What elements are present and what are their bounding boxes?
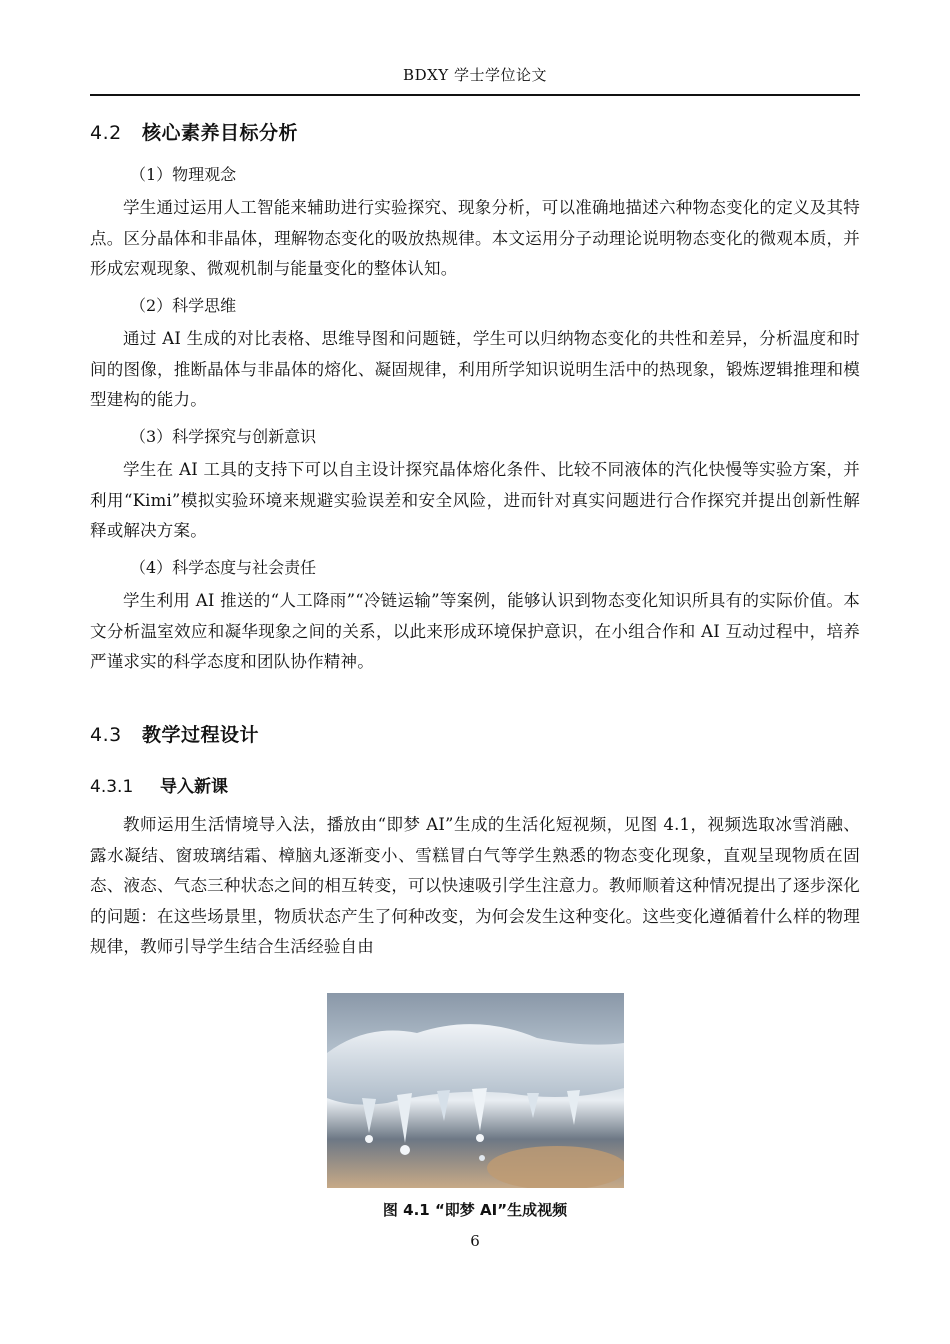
paragraph-scientific-inquiry: 学生在 AI 工具的支持下可以自主设计探究晶体熔化条件、比较不同液体的汽化快慢等实验方案，并利用“Kimi”模拟实验环境来规避实验误差和安全风险，进而针对真实问题进行合作探究并提出创新性解释或解决方案。 [90, 460, 860, 540]
section-title: 核心素养目标分析 [142, 122, 299, 144]
figure-caption: 图 4.1 “即梦 AI”生成视频 [382, 1201, 568, 1219]
section-heading-4-3 [90, 720, 259, 747]
icicles-illustration [327, 993, 624, 1188]
header-rule [90, 94, 860, 96]
figure-icicles-image [327, 993, 624, 1188]
subheading-scientific-attitude: （4）科学态度与社会责任 [130, 558, 317, 577]
paragraph-scientific-attitude: 学生利用 AI 推送的“人工降雨”“冷链运输”等案例，能够认识到物态变化知识所具有的实际价值。本文分析温室效应和凝华现象之间的关系，以此来形成环境保护意识，在小组合作和 AI 互动过程中，培养严谨求实的科学态度和团队协作精神。 [90, 591, 860, 671]
subsection-title: 导入新课 [160, 777, 228, 797]
section-title: 教学过程设计 [142, 724, 260, 746]
subsection-heading-4-3-1 [90, 772, 228, 797]
subheading-scientific-thinking: （2）科学思维 [130, 296, 237, 315]
paragraph-scientific-thinking: 通过 AI 生成的对比表格、思维导图和问题链，学生可以归纳物态变化的共性和差异，分析温度和时间的图像，推断晶体与非晶体的熔化、凝固规律，利用所学知识说明生活中的热现象，锻炼逻辑推理和模型建构的能力。 [90, 329, 860, 409]
page-number: 6 [470, 1232, 480, 1250]
section-number: 4.3 [90, 724, 122, 746]
section-heading-4-2 [90, 118, 298, 145]
paragraph-lesson-introduction: 教师运用生活情境导入法，播放由“即梦 AI”生成的生活化短视频，见图 4.1，视频选取冰雪消融、露水凝结、窗玻璃结霜、樟脑丸逐渐变小、雪糕冒白气等学生熟悉的物态变化现象，直观呈现物质在固态、液态、气态三种状态之间的相互转变，可以快速吸引学生注意力。教师顺着这种情况提出了逐步深化的问题：在这些场景里，物质状态产生了何种改变，为何会发生这种变化。这些变化遵循着什么样的物理规律，教师引导学生结合生活经验自由 [90, 815, 860, 956]
subheading-scientific-inquiry: （3）科学探究与创新意识 [130, 427, 317, 446]
subsection-number: 4.3.1 [90, 777, 134, 797]
section-number: 4.2 [90, 122, 122, 144]
running-header: BDXY 学士学位论文 [403, 66, 547, 84]
subheading-physics-concept: （1）物理观念 [130, 165, 237, 184]
paragraph-physics-concept: 学生通过运用人工智能来辅助进行实验探究、现象分析，可以准确地描述六种物态变化的定义及其特点。区分晶体和非晶体，理解物态变化的吸放热规律。本文运用分子动理论说明物态变化的微观本质，并形成宏观现象、微观机制与能量变化的整体认知。 [90, 198, 860, 278]
